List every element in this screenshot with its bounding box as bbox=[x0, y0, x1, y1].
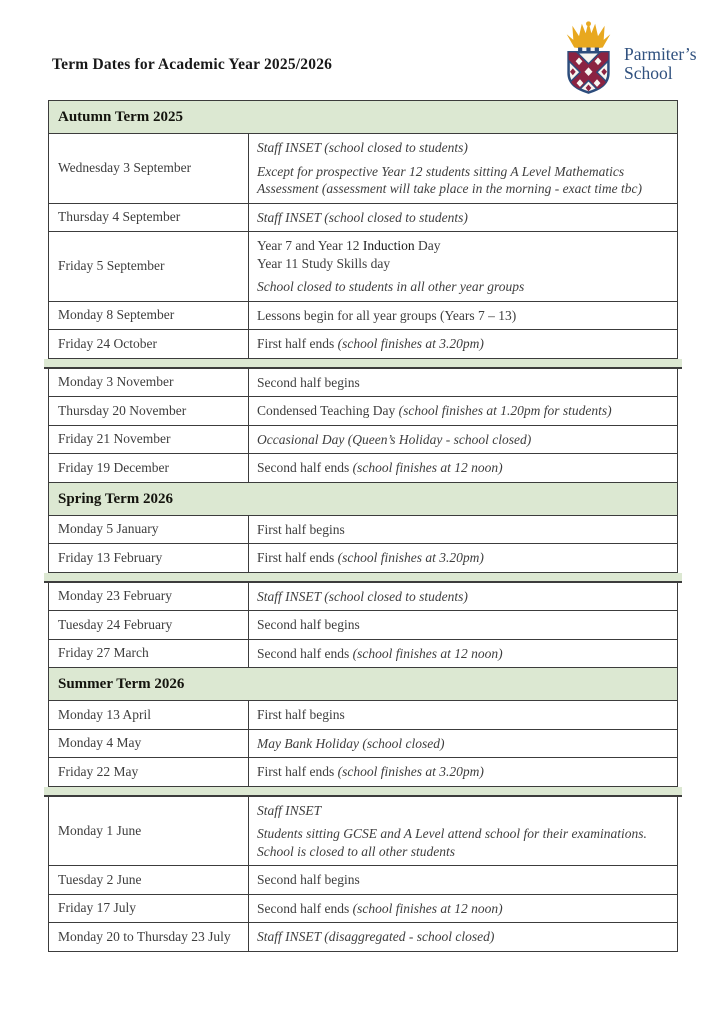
event-text: Students sitting GCSE and A Level attend school for their examinations. bbox=[257, 826, 647, 841]
table-row bbox=[49, 330, 677, 359]
table-row bbox=[49, 134, 677, 204]
event-cell bbox=[249, 758, 677, 786]
date-cell: Friday 13 February bbox=[49, 544, 249, 572]
school-name-line2: School bbox=[624, 63, 673, 83]
event-cell bbox=[249, 583, 677, 611]
date-cell: Monday 20 to Thursday 23 July bbox=[49, 923, 249, 951]
table-row bbox=[49, 640, 677, 669]
table-row bbox=[49, 730, 677, 759]
event-text: Second half begins bbox=[257, 374, 360, 390]
event-text: Year 7 and Year 12 bbox=[257, 238, 363, 253]
event-text: Staff INSET (school closed to students) bbox=[257, 140, 468, 155]
event-text: First half begins bbox=[257, 521, 345, 537]
date-cell: Thursday 4 September bbox=[49, 204, 249, 232]
event-cell bbox=[249, 611, 677, 639]
table-row bbox=[49, 923, 677, 951]
event-text: Occasional Day (Queen’s Holiday - school closed) bbox=[257, 431, 532, 447]
event-cell bbox=[249, 426, 677, 454]
section-separator bbox=[44, 787, 682, 797]
school-name-line1: Parmiter’s bbox=[624, 43, 697, 64]
section-header: Spring Term 2026 bbox=[49, 483, 677, 516]
event-text: Second half begins bbox=[257, 617, 360, 632]
event-text: (school finishes at 1.20pm for students) bbox=[398, 403, 612, 418]
event-text: Second half ends bbox=[257, 460, 353, 475]
date-cell: Friday 21 November bbox=[49, 426, 249, 454]
table-row bbox=[49, 797, 677, 867]
event-cell bbox=[249, 369, 677, 397]
table-row bbox=[49, 701, 677, 730]
event-cell bbox=[249, 134, 677, 203]
event-cell bbox=[249, 866, 677, 894]
term-table bbox=[48, 100, 678, 952]
section-separator bbox=[44, 573, 682, 583]
event-text: Staff INSET bbox=[257, 802, 322, 818]
event-text: Lessons begin for all year groups (Years 7 – 13) bbox=[257, 307, 517, 323]
event-text: May Bank Holiday (school closed) bbox=[257, 735, 445, 751]
event-cell bbox=[249, 454, 677, 482]
table-row bbox=[49, 583, 677, 612]
event-text: (school finishes at 12 noon) bbox=[352, 900, 503, 916]
section-separator bbox=[44, 359, 682, 369]
event-text: Second half begins bbox=[257, 872, 360, 887]
page-title: Term Dates for Academic Year 2025/2026 bbox=[52, 56, 333, 73]
table-row bbox=[49, 758, 677, 787]
event-cell bbox=[249, 544, 677, 572]
table-row bbox=[49, 426, 677, 455]
table-row bbox=[49, 544, 677, 573]
section-header: Summer Term 2026 bbox=[49, 668, 677, 701]
event-cell bbox=[249, 701, 677, 729]
school-name bbox=[624, 31, 697, 84]
table-row bbox=[49, 204, 677, 233]
table-row bbox=[49, 397, 677, 426]
event-text: (school finishes at 12 noon) bbox=[352, 460, 503, 475]
event-cell bbox=[249, 797, 677, 866]
event-text: First half ends bbox=[257, 336, 338, 351]
date-cell: Friday 19 December bbox=[49, 454, 249, 482]
event-cell bbox=[249, 730, 677, 758]
event-text: First half begins bbox=[257, 707, 345, 722]
table-row bbox=[49, 895, 677, 924]
section-header: Autumn Term 2025 bbox=[49, 101, 677, 134]
table-row bbox=[49, 232, 677, 302]
event-cell bbox=[249, 923, 677, 951]
date-cell: Monday 5 January bbox=[49, 516, 249, 544]
event-cell bbox=[249, 232, 677, 301]
date-cell: Monday 3 November bbox=[49, 369, 249, 397]
date-cell: Friday 24 October bbox=[49, 330, 249, 358]
date-cell: Friday 17 July bbox=[49, 895, 249, 923]
date-cell: Monday 1 June bbox=[49, 797, 249, 866]
event-cell bbox=[249, 302, 677, 330]
event-cell bbox=[249, 204, 677, 232]
event-cell bbox=[249, 330, 677, 358]
event-text: Induction bbox=[362, 238, 415, 253]
table-row bbox=[49, 516, 677, 545]
event-cell bbox=[249, 516, 677, 544]
event-text: (school finishes at 3.20pm) bbox=[337, 336, 484, 351]
event-text: First half ends bbox=[257, 764, 338, 779]
date-cell: Monday 4 May bbox=[49, 730, 249, 758]
event-text: Condensed Teaching Day bbox=[257, 403, 399, 418]
table-row bbox=[49, 302, 677, 331]
event-text: Second half ends bbox=[257, 645, 353, 661]
event-text: First half ends bbox=[257, 550, 338, 565]
date-cell: Monday 23 February bbox=[49, 583, 249, 611]
event-cell bbox=[249, 640, 677, 668]
date-cell: Monday 13 April bbox=[49, 701, 249, 729]
date-cell: Tuesday 2 June bbox=[49, 866, 249, 894]
school-logo bbox=[560, 20, 697, 94]
event-text: Year 11 Study Skills day bbox=[257, 255, 391, 271]
school-crest-icon bbox=[560, 20, 617, 94]
date-cell: Friday 27 March bbox=[49, 640, 249, 668]
event-cell bbox=[249, 397, 677, 425]
table-row bbox=[49, 369, 677, 398]
event-text: Second half ends bbox=[257, 900, 353, 916]
event-text: (school finishes at 3.20pm) bbox=[337, 550, 484, 565]
event-text: (school finishes at 12 noon) bbox=[352, 645, 503, 661]
date-cell: Wednesday 3 September bbox=[49, 134, 249, 203]
event-text: Staff INSET (disaggregated - school closed) bbox=[257, 929, 495, 944]
event-text: School closed to students in all other year groups bbox=[257, 279, 525, 294]
event-text: Day bbox=[414, 238, 441, 253]
event-text: Staff INSET (school closed to students) bbox=[257, 588, 468, 604]
table-row bbox=[49, 866, 677, 895]
event-text: Except for prospective Year 12 students sitting A Level Mathematics Assessment (assessment will take place in the morning - exact time tbc) bbox=[257, 163, 643, 196]
event-text: (school finishes at 3.20pm) bbox=[337, 764, 484, 779]
date-cell: Thursday 20 November bbox=[49, 397, 249, 425]
date-cell: Friday 5 September bbox=[49, 232, 249, 301]
date-cell: Monday 8 September bbox=[49, 302, 249, 330]
event-text: School is closed to all other students bbox=[257, 843, 455, 859]
event-text: Staff INSET (school closed to students) bbox=[257, 209, 468, 225]
table-row bbox=[49, 611, 677, 640]
table-row bbox=[49, 454, 677, 483]
date-cell: Friday 22 May bbox=[49, 758, 249, 786]
date-cell: Tuesday 24 February bbox=[49, 611, 249, 639]
event-cell bbox=[249, 895, 677, 923]
